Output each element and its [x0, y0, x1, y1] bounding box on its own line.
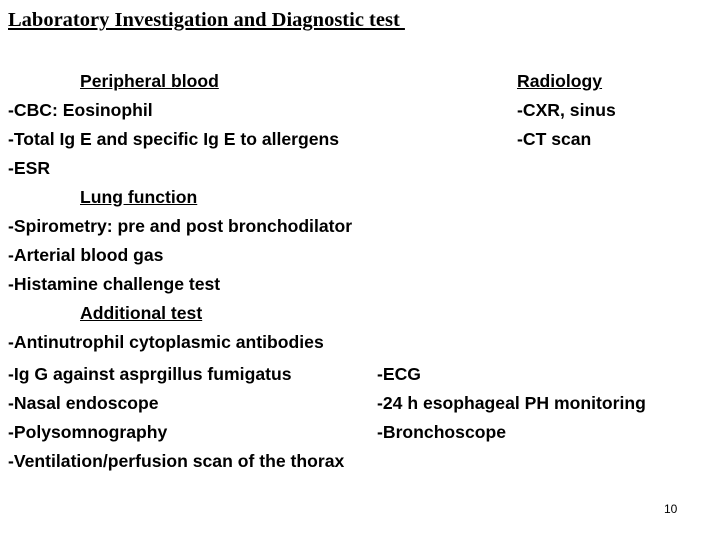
list-item-igg-aspergillus: -Ig G against asprgillus fumigatus [8, 364, 292, 384]
list-item-spirometry: -Spirometry: pre and post bronchodilator [8, 216, 353, 236]
list-item-cxr: -CXR, sinus [517, 100, 616, 120]
list-item-ph-monitoring: -24 h esophageal PH monitoring [377, 393, 646, 413]
list-item-anca: -Antinutrophil cytoplasmic antibodies [8, 332, 324, 352]
list-item-ige: -Total Ig E and specific Ig E to allergens [8, 129, 340, 149]
list-item-ct-scan: -CT scan [517, 129, 592, 149]
list-item-esr: -ESR [8, 158, 51, 178]
list-item-nasal-endoscope: -Nasal endoscope [8, 393, 159, 413]
list-item-cbc: -CBC: Eosinophil [8, 100, 153, 120]
list-item-ecg: -ECG [377, 364, 421, 384]
lung-function-heading: Lung function [80, 187, 198, 207]
list-item-vq-scan: -Ventilation/perfusion scan of the thorax [8, 451, 345, 471]
slide-title: Laboratory Investigation and Diagnostic test [8, 9, 405, 31]
peripheral-blood-heading: Peripheral blood [80, 71, 219, 91]
additional-test-heading: Additional test [80, 303, 203, 323]
list-item-histamine: -Histamine challenge test [8, 274, 221, 294]
list-item-bronchoscope: -Bronchoscope [377, 422, 507, 442]
page-number: 10 [664, 502, 678, 516]
list-item-polysomnography: -Polysomnography [8, 422, 168, 442]
radiology-heading: Radiology [517, 71, 603, 91]
list-item-blood-gas: -Arterial blood gas [8, 245, 164, 265]
